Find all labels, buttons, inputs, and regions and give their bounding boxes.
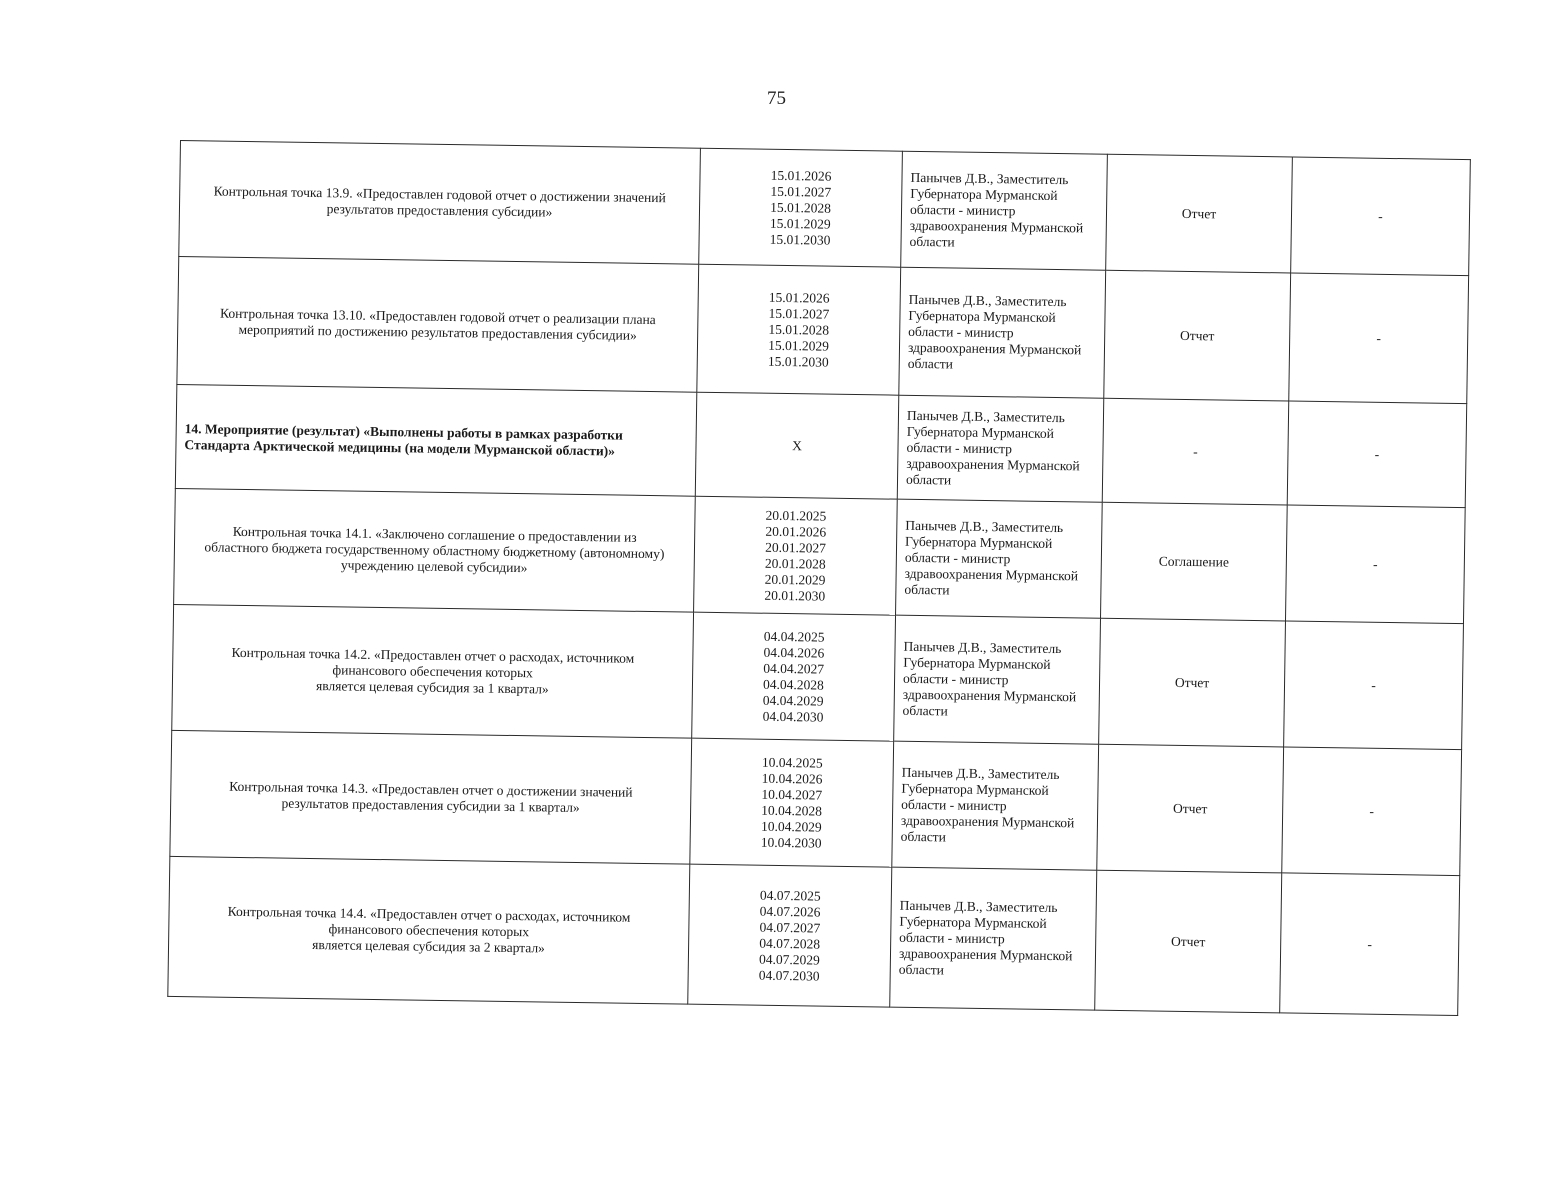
responsible-cell: Панычев Д.В., Заместитель Губернатора Мурманской области - министр здравоохранения Мурманской области [896, 499, 1103, 618]
deadline-date: 10.04.2025 [761, 754, 823, 771]
event-name-line: является целевая субсидия за 2 квартал» [312, 936, 546, 956]
deadline-date: 20.01.2026 [765, 523, 827, 540]
deadline-date: 04.07.2030 [758, 967, 820, 984]
event-name-line: Контрольная точка 14.2. «Предоставлен отчет о расходах, источником [231, 644, 635, 666]
deadline-date: 04.04.2028 [763, 676, 824, 693]
event-name-line: финансового обеспечения которых [332, 661, 533, 680]
deadline-date: 04.07.2029 [758, 951, 820, 968]
deadline-date: 15.01.2029 [769, 215, 831, 232]
table-row [175, 384, 1466, 507]
deadline-date: 15.01.2029 [768, 337, 830, 354]
deadline-date: 04.07.2025 [759, 887, 821, 904]
table-body [168, 141, 1471, 1016]
event-name-line: Контрольная точка 14.1. «Заключено соглашение о предоставлении из [232, 523, 637, 545]
deadline-cell [694, 496, 898, 615]
deadline-date: 04.07.2027 [759, 919, 821, 936]
extra-cell: - [1280, 873, 1460, 1016]
deadline-date: 15.01.2026 [768, 289, 830, 306]
event-name-cell [174, 488, 696, 612]
responsible-cell: Панычев Д.В., Заместитель Губернатора Мурманской области - министр здравоохранения Мурманской области [890, 867, 1097, 1010]
event-name-cell [175, 384, 696, 496]
event-name-cell [177, 256, 699, 392]
control-points-table [167, 140, 1471, 1016]
document-type-cell: Отчет [1097, 744, 1284, 873]
deadline-date: 15.01.2030 [767, 353, 829, 370]
event-name-line: результатов предоставления субсидии» [326, 200, 553, 220]
table-row [179, 141, 1471, 276]
table-row [174, 488, 1466, 623]
event-name-line: мероприятий по достижению результатов предоставления субсидии» [238, 321, 637, 343]
table-row [170, 730, 1462, 875]
extra-cell: - [1287, 401, 1467, 508]
extra-cell: - [1285, 505, 1465, 624]
event-name-line: Контрольная точка 13.10. «Предоставлен годовой отчет о реализации плана [219, 305, 656, 327]
document-type-cell: Соглашение [1101, 502, 1288, 621]
deadline-date: 15.01.2027 [770, 183, 832, 200]
deadline-date: 10.04.2028 [761, 802, 823, 819]
page-number: 75 [767, 88, 786, 109]
deadline-date: 04.04.2026 [763, 644, 825, 661]
deadline-date: 04.04.2029 [762, 692, 824, 709]
document-type-cell: Отчет [1095, 870, 1282, 1013]
extra-cell: - [1289, 273, 1469, 404]
deadline-date: 15.01.2027 [768, 305, 830, 322]
responsible-cell: Панычев Д.В., Заместитель Губернатора Мурманской области - министр здравоохранения Мурманской области [897, 395, 1104, 502]
deadline-date: 20.01.2029 [764, 571, 826, 588]
document-type-cell: Отчет [1106, 154, 1293, 273]
deadline-cell [697, 264, 901, 395]
event-name-line: Стандарта Арктической медицины (на модели Мурманской области)» [184, 436, 616, 458]
deadline-date: 10.04.2030 [760, 834, 822, 851]
event-name-cell [170, 730, 692, 864]
responsible-cell: Панычев Д.В., Заместитель Губернатора Мурманской области - министр здравоохранения Мурманской области [894, 615, 1101, 744]
event-name-line: Контрольная точка 14.3. «Предоставлен отчет о достижении значений [229, 778, 633, 800]
deadline-date: 15.01.2030 [769, 231, 831, 248]
responsible-cell: Панычев Д.В., Заместитель Губернатора Мурманской области - министр здравоохранения Мурманской области [899, 267, 1106, 398]
document-type-cell: - [1102, 398, 1289, 505]
table-row [177, 256, 1469, 403]
deadline-date: 10.04.2029 [760, 818, 822, 835]
deadline-date: 20.01.2028 [764, 555, 826, 572]
deadline-date: 20.01.2030 [764, 587, 826, 604]
document-type-cell: Отчет [1104, 270, 1291, 401]
event-name-line: является целевая субсидия за 1 квартал» [315, 677, 549, 697]
deadline-date: 15.01.2028 [768, 321, 830, 338]
event-name-cell [179, 141, 701, 265]
deadline-date: X [792, 437, 803, 453]
deadline-date: 04.04.2027 [763, 660, 825, 677]
table-row [172, 604, 1464, 749]
event-name-line: областного бюджета государственному областному бюджетному (автономному) [204, 538, 665, 561]
event-name-cell [168, 856, 690, 1004]
deadline-cell [695, 392, 899, 499]
deadline-date: 04.07.2026 [759, 903, 821, 920]
deadline-cell [699, 148, 903, 267]
event-name-line: результатов предоставления субсидии за 1 квартал» [281, 795, 580, 815]
deadline-date: 04.07.2028 [759, 935, 821, 952]
extra-cell: - [1291, 157, 1471, 276]
deadline-cell [690, 738, 894, 867]
deadline-date: 04.04.2030 [762, 708, 824, 725]
deadline-date: 10.04.2026 [761, 770, 823, 787]
event-name-line: Контрольная точка 14.4. «Предоставлен отчет о расходах, источником [227, 903, 631, 925]
event-name-line: 14. Мероприятие (результат) «Выполнены работы в рамках разработки [184, 420, 623, 443]
deadline-date: 15.01.2028 [770, 199, 832, 216]
event-name-line: финансового обеспечения которых [328, 920, 530, 939]
deadline-date: 10.04.2027 [761, 786, 823, 803]
table-row [168, 856, 1460, 1015]
deadline-date: 15.01.2026 [770, 167, 832, 184]
responsible-cell: Панычев Д.В., Заместитель Губернатора Мурманской области - министр здравоохранения Мурманской области [901, 151, 1108, 270]
responsible-cell: Панычев Д.В., Заместитель Губернатора Мурманской области - министр здравоохранения Мурманской области [892, 741, 1099, 870]
deadline-date: 20.01.2027 [765, 539, 827, 556]
document-sheet [167, 140, 1470, 1016]
event-name-cell [172, 604, 694, 738]
extra-cell: - [1282, 747, 1462, 876]
deadline-cell [692, 612, 896, 741]
event-name-line: учреждению целевой субсидии» [340, 556, 528, 575]
deadline-date: 04.04.2025 [763, 628, 825, 645]
extra-cell: - [1284, 621, 1464, 750]
deadline-cell [688, 864, 892, 1007]
deadline-date: 20.01.2025 [765, 507, 827, 524]
event-name-line: Контрольная точка 13.9. «Предоставлен годовой отчет о достижении значений [213, 183, 666, 205]
document-type-cell: Отчет [1099, 618, 1286, 747]
